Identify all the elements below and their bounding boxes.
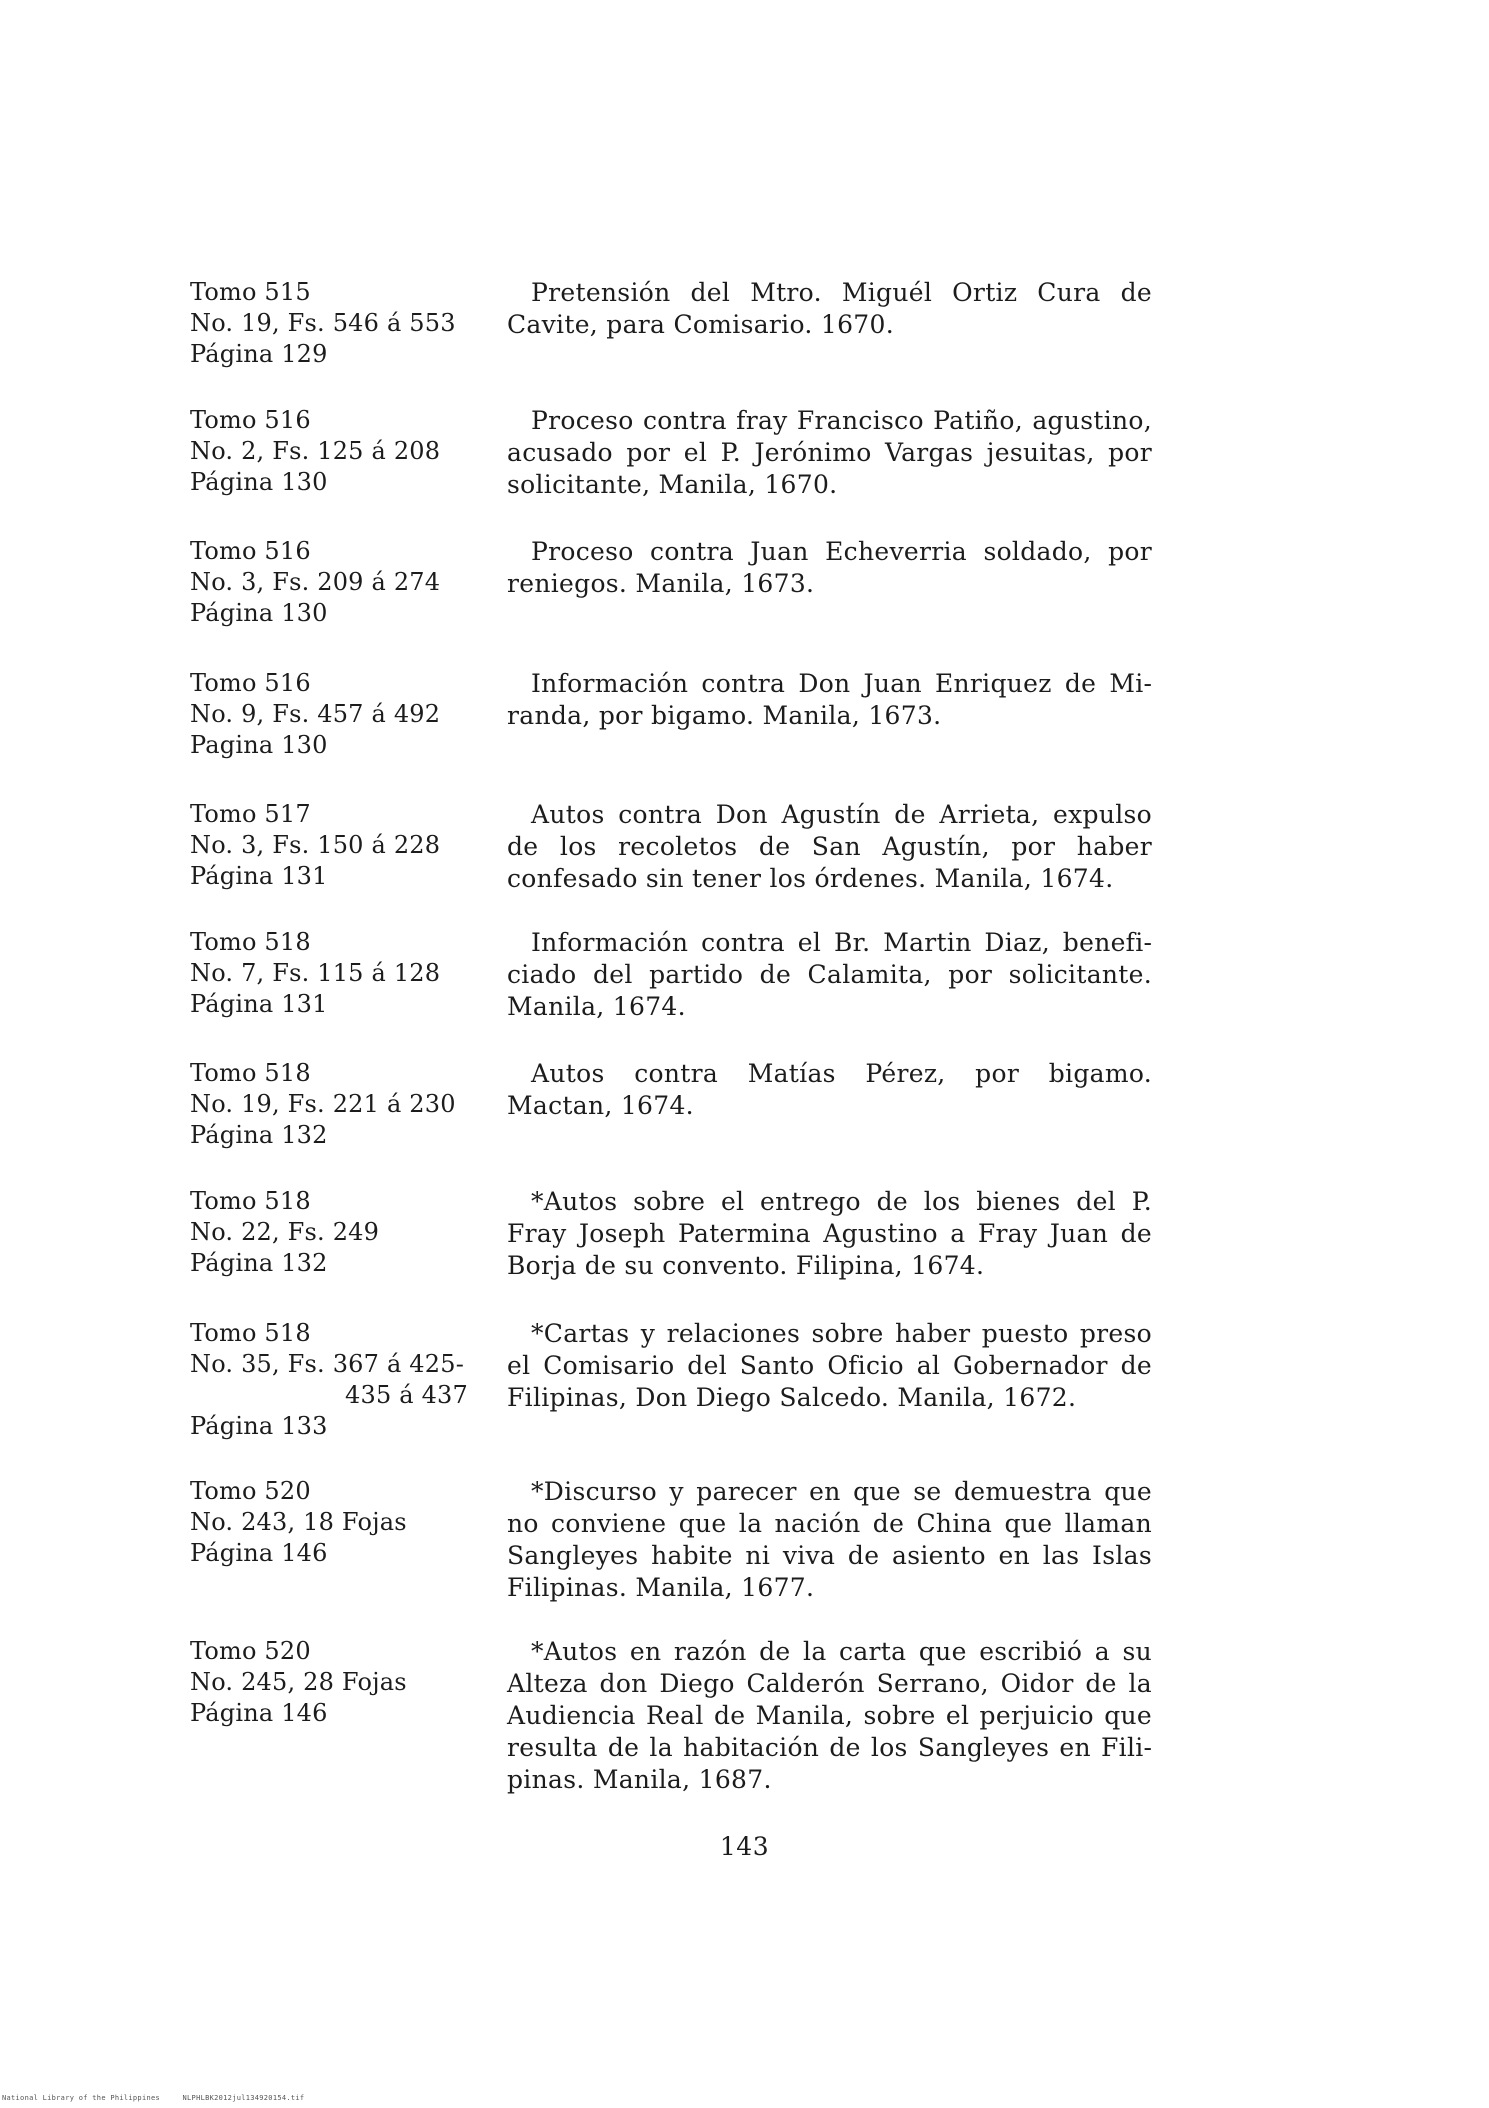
entry-reference [190,1186,490,1279]
ref-pagina: Página 132 [190,1121,328,1149]
ref-pagina: Pagina 130 [190,731,328,759]
entry-description: Información contra Don Juan Enriquez de Miranda, por bigamo. Manila, 1673. [507,669,1152,730]
entry-description: *Discurso y parecer en que se demuestra que no conviene que la nación de China que llaman Sangleyes habite ni viva de asiento en las Islas Filipinas. Manila, 1677. [507,1477,1152,1602]
ref-tomo: Tomo 516 [190,537,311,565]
ref-folios: No. 19, Fs. 221 á 230 [190,1090,456,1118]
footer-library: National Library of the Philippines [2,2094,161,2102]
ref-folios: No. 245, 28 Fojas [190,1668,407,1696]
ref-tomo: Tomo 517 [190,800,311,828]
entry-reference [190,927,490,1020]
page-number: 143 [719,1832,770,1861]
entry-description: Proceso contra Juan Echeverria soldado, por reniegos. Manila, 1673. [507,537,1152,598]
entry-reference [190,668,490,761]
ref-tomo: Tomo 520 [190,1477,311,1505]
entry-description: Información contra el Br. Martin Diaz, beneficiado del partido de Calamita, por solicitante. Manila, 1674. [507,928,1152,1021]
ref-pagina: Página 146 [190,1699,328,1727]
ref-pagina: Página 131 [190,862,328,890]
entry-description: Proceso contra fray Francisco Patiño, agustino, acusado por el P. Jerónimo Vargas jesuitas, por solicitante, Manila, 1670. [507,406,1152,499]
ref-folios: No. 35, Fs. 367 á 425- [190,1350,465,1378]
entry-description: *Autos en razón de la carta que escribió a su Alteza don Diego Calderón Serrano, Oidor de la Audiencia Real de Manila, sobre el perjuicio que resulta de la habitación de los Sangleyes en Filipinas. Manila, 1687. [507,1637,1152,1794]
entry-description: Autos contra Matías Pérez, por bigamo. Mactan, 1674. [507,1059,1152,1120]
ref-folios: No. 3, Fs. 209 á 274 [190,568,441,596]
scan-footer [2,2094,322,2102]
footer-file: NLPHLBK2012jul134920154.tif [182,2094,305,2102]
ref-folios-continued: 435 á 437 [345,1381,468,1409]
ref-pagina: Página 129 [190,340,328,368]
entry-reference [190,1476,490,1569]
ref-tomo: Tomo 516 [190,406,311,434]
ref-pagina: Página 130 [190,468,328,496]
ref-tomo: Tomo 515 [190,278,311,306]
ref-folios: No. 243, 18 Fojas [190,1508,407,1536]
ref-tomo: Tomo 518 [190,1059,311,1087]
ref-folios: No. 9, Fs. 457 á 492 [190,700,441,728]
entry-description: Autos contra Don Agustín de Arrieta, expulso de los recoletos de San Agustín, por haber confesado sin tener los órdenes. Manila, 1674. [507,800,1152,893]
entry-reference [190,1636,490,1729]
ref-pagina: Página 146 [190,1539,328,1567]
entry-description: Pretensión del Mtro. Miguél Ortiz Cura de Cavite, para Comisario. 1670. [507,278,1152,339]
entry-description: *Autos sobre el entrego de los bienes del P. Fray Joseph Patermina Agustino a Fray Juan de Borja de su convento. Filipina, 1674. [507,1187,1152,1280]
ref-folios: No. 3, Fs. 150 á 228 [190,831,441,859]
ref-tomo: Tomo 518 [190,1187,311,1215]
ref-folios: No. 19, Fs. 546 á 553 [190,309,456,337]
ref-folios: No. 22, Fs. 249 [190,1218,380,1246]
entry-reference [190,405,490,498]
entry-reference [190,1058,490,1151]
entry-reference [190,799,490,892]
entry-reference [190,1318,490,1442]
entry-description: *Cartas y relaciones sobre haber puesto preso el Comisario del Santo Oficio al Gobernador de Filipinas, Don Diego Salcedo. Manila, 1672. [507,1319,1152,1412]
ref-pagina: Página 132 [190,1249,328,1277]
ref-pagina: Página 133 [190,1412,328,1440]
ref-pagina: Página 131 [190,990,328,1018]
ref-folios: No. 7, Fs. 115 á 128 [190,959,441,987]
entry-reference [190,277,490,370]
ref-folios: No. 2, Fs. 125 á 208 [190,437,441,465]
ref-pagina: Página 130 [190,599,328,627]
entry-reference [190,536,490,629]
ref-tomo: Tomo 520 [190,1637,311,1665]
ref-tomo: Tomo 518 [190,1319,311,1347]
ref-tomo: Tomo 518 [190,928,311,956]
ref-tomo: Tomo 516 [190,669,311,697]
